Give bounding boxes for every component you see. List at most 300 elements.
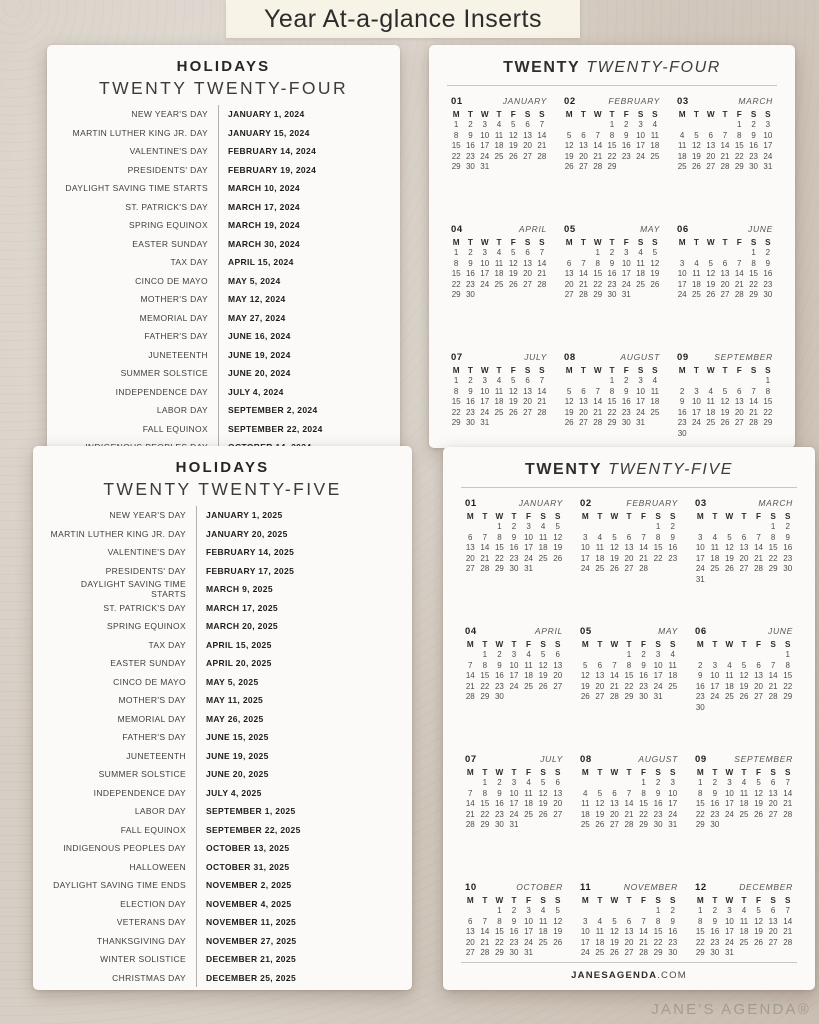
day-cell: 18 xyxy=(668,671,678,680)
holiday-row xyxy=(47,327,400,346)
holiday-name: PRESIDENTS' DAY xyxy=(127,164,208,175)
month-grid-january xyxy=(463,498,565,575)
weekday-cell: M xyxy=(565,238,573,247)
day-cell: 26 xyxy=(508,279,518,289)
day-cell: 21 xyxy=(465,809,475,819)
day-cell: 27 xyxy=(578,162,588,171)
day-cell: 18 xyxy=(580,809,590,819)
day-cell: 23 xyxy=(710,809,720,819)
day-cell: 13 xyxy=(706,141,716,150)
weekday-cell: T xyxy=(467,110,473,119)
holiday-name: ST. PATRICK'S DAY xyxy=(103,602,186,613)
day-cell: 1 xyxy=(482,650,488,659)
holiday-row xyxy=(33,784,412,803)
day-cell: 10 xyxy=(480,386,490,396)
day-cell: 15 xyxy=(624,671,634,680)
holidays-2024-list xyxy=(47,105,400,457)
day-cell: 22 xyxy=(653,553,663,563)
day-cell: 10 xyxy=(724,788,734,798)
weekday-cell: F xyxy=(736,238,742,247)
day-cell: 9 xyxy=(712,916,718,926)
day-cell: 25 xyxy=(677,162,687,171)
day-cell: 15 xyxy=(480,799,490,808)
weekday-cell: M xyxy=(696,896,704,905)
holiday-row xyxy=(33,821,412,840)
day-cell: 23 xyxy=(639,681,649,691)
day-cell: 27 xyxy=(465,948,475,957)
holiday-row xyxy=(47,383,400,402)
day-cell: 29 xyxy=(593,290,603,299)
holiday-date: MARCH 20, 2025 xyxy=(196,617,278,636)
day-cell: 9 xyxy=(765,258,771,268)
day-cell: 22 xyxy=(695,937,705,947)
weekday-cell: F xyxy=(623,238,629,247)
day-cell: 22 xyxy=(451,407,461,417)
day-cell: 23 xyxy=(494,809,504,819)
calendar-2024-title-year-italic: TWENTY-FOUR xyxy=(586,59,721,76)
day-cell: 22 xyxy=(607,151,617,161)
weekday-cell: S xyxy=(540,512,546,521)
weekday-cell: S xyxy=(669,896,676,905)
day-cell: 6 xyxy=(581,386,586,396)
day-cell: 30 xyxy=(494,820,504,829)
weekday-cell: T xyxy=(712,512,718,521)
day-cell: 9 xyxy=(511,532,517,542)
holiday-row xyxy=(33,506,412,525)
weekday-cell: S xyxy=(637,110,644,119)
holiday-row xyxy=(47,290,400,309)
day-cell: 3 xyxy=(712,660,718,670)
day-cell: 27 xyxy=(624,948,634,957)
holiday-date: FEBRUARY 14, 2025 xyxy=(196,543,294,562)
month-name: JUNE xyxy=(748,224,773,234)
day-cell: 21 xyxy=(578,279,588,289)
day-cell: 3 xyxy=(482,248,487,257)
day-cell: 20 xyxy=(564,279,574,289)
day-cell: 28 xyxy=(639,564,649,573)
day-cell: 19 xyxy=(691,151,701,161)
holiday-row xyxy=(33,543,412,562)
day-cell: 18 xyxy=(538,543,548,552)
day-cell: 24 xyxy=(524,553,534,563)
day-cell: 22 xyxy=(593,279,603,289)
day-cell: 1 xyxy=(497,906,502,915)
day-cell: 2 xyxy=(698,660,703,670)
day-cell: 10 xyxy=(653,660,663,670)
day-cell: 4 xyxy=(496,120,502,129)
day-cell: 18 xyxy=(677,151,687,161)
month-number: 06 xyxy=(677,224,689,235)
day-cell: 26 xyxy=(739,692,749,701)
day-cell: 22 xyxy=(624,681,634,691)
day-cell: 22 xyxy=(480,809,490,819)
day-cell: 19 xyxy=(609,553,619,563)
day-cell: 11 xyxy=(710,543,719,552)
month-grid-august xyxy=(562,352,662,429)
day-cell: 16 xyxy=(653,799,663,808)
holiday-name: CINCO DE MAYO xyxy=(135,275,208,286)
weekday-cell: W xyxy=(495,512,504,521)
day-cell: 2 xyxy=(765,248,771,257)
weekday-cell: S xyxy=(652,366,658,375)
day-cell: 9 xyxy=(624,386,629,396)
day-cell: 17 xyxy=(636,397,646,406)
day-cell: 23 xyxy=(783,553,793,563)
month-grid-february xyxy=(578,498,680,575)
day-cell: 20 xyxy=(739,553,749,563)
holiday-row xyxy=(47,142,400,161)
holiday-name: TAX DAY xyxy=(170,257,208,268)
day-cell: 4 xyxy=(597,916,603,926)
month-grid-august xyxy=(578,754,680,831)
holiday-row xyxy=(33,895,412,914)
day-cell: 19 xyxy=(706,279,716,289)
holiday-name: INDEPENDENCE DAY xyxy=(93,787,186,798)
day-cell: 9 xyxy=(468,258,473,268)
holiday-row xyxy=(47,105,400,124)
holiday-row xyxy=(47,253,400,272)
holiday-date: FEBRUARY 17, 2025 xyxy=(196,562,294,581)
day-cell: 14 xyxy=(537,130,547,140)
day-cell: 17 xyxy=(677,279,687,289)
day-cell: 25 xyxy=(494,151,504,161)
calendar-2025-footer-divider xyxy=(461,962,797,963)
day-cell: 18 xyxy=(524,671,534,680)
day-cell: 30 xyxy=(677,428,687,438)
day-cell: 27 xyxy=(768,809,778,819)
weekday-cell: F xyxy=(526,768,532,777)
day-cell: 29 xyxy=(607,162,617,171)
day-cell: 10 xyxy=(668,788,678,798)
weekday-cell: T xyxy=(712,768,718,777)
holiday-name: MOTHER'S DAY xyxy=(118,695,186,706)
day-cell: 11 xyxy=(692,269,701,278)
weekday-cell: T xyxy=(693,366,699,375)
day-cell: 14 xyxy=(480,543,490,552)
day-cell: 24 xyxy=(653,681,663,691)
day-cell: 15 xyxy=(653,543,663,552)
holiday-row xyxy=(47,401,400,420)
day-cell: 28 xyxy=(783,937,793,947)
holiday-row xyxy=(33,525,412,544)
holiday-date: JUNE 19, 2025 xyxy=(196,747,269,766)
day-cell: 6 xyxy=(468,916,473,926)
day-cell: 13 xyxy=(553,660,563,670)
day-cell: 4 xyxy=(712,532,718,542)
holiday-row xyxy=(33,580,412,599)
day-cell: 13 xyxy=(523,130,533,140)
day-cell: 15 xyxy=(451,269,461,278)
weekday-cell: S xyxy=(554,640,561,649)
day-cell: 25 xyxy=(710,564,720,573)
day-cell: 19 xyxy=(553,927,563,936)
day-cell: 3 xyxy=(638,376,643,385)
weekday-cell: M xyxy=(696,640,704,649)
day-cell: 23 xyxy=(653,809,663,819)
weekday-cell: M xyxy=(581,512,589,521)
day-cell: 29 xyxy=(480,820,490,829)
day-cell: 10 xyxy=(509,660,519,670)
day-cell: 24 xyxy=(509,681,519,691)
day-cell: 6 xyxy=(525,120,530,129)
day-cell: 9 xyxy=(698,671,703,680)
weekday-cell: F xyxy=(623,366,629,375)
page-title: Year At-a-glance Inserts xyxy=(264,4,542,33)
day-cell: 1 xyxy=(785,650,790,659)
day-cell: 12 xyxy=(553,916,563,926)
weekday-cell: T xyxy=(712,640,718,649)
day-cell: 27 xyxy=(754,692,764,701)
day-cell: 27 xyxy=(465,564,475,573)
day-cell: 22 xyxy=(480,681,490,691)
day-cell: 4 xyxy=(727,660,732,670)
day-cell: 5 xyxy=(566,130,572,140)
holiday-row xyxy=(33,599,412,618)
holiday-date: MARCH 17, 2024 xyxy=(218,198,300,217)
holiday-date: FEBRUARY 14, 2024 xyxy=(218,142,316,161)
day-cell: 26 xyxy=(564,418,574,427)
day-cell: 3 xyxy=(679,258,685,268)
day-cell: 21 xyxy=(537,141,547,150)
day-cell: 27 xyxy=(553,809,563,819)
calendar-2024-title xyxy=(429,59,795,77)
weekday-cell: M xyxy=(678,366,686,375)
holiday-date: NOVEMBER 2, 2025 xyxy=(196,876,291,895)
month-name: JANUARY xyxy=(518,498,563,508)
day-cell: 14 xyxy=(783,788,793,798)
day-cell: 31 xyxy=(695,574,705,584)
day-cell: 1 xyxy=(698,778,703,787)
holiday-name: NEW YEAR'S DAY xyxy=(109,510,186,521)
holiday-name: MEMORIAL DAY xyxy=(139,312,208,323)
day-cell: 13 xyxy=(523,258,533,268)
day-cell: 3 xyxy=(583,532,588,542)
day-cell: 6 xyxy=(555,778,560,787)
holiday-name: HALLOWEEN xyxy=(129,861,186,872)
day-cell: 12 xyxy=(553,532,563,542)
holidays-2025-list xyxy=(33,506,412,987)
weekday-cell: S xyxy=(539,238,545,247)
weekday-cell: T xyxy=(597,896,603,905)
day-cell: 20 xyxy=(523,397,533,406)
day-cell: 29 xyxy=(695,948,705,957)
holiday-name: VALENTINE'S DAY xyxy=(129,146,208,157)
holiday-date: MAY 11, 2025 xyxy=(196,691,263,710)
day-cell: 8 xyxy=(737,130,742,140)
weekday-cell: W xyxy=(725,896,734,905)
day-cell: 13 xyxy=(578,141,588,150)
weekday-cell: M xyxy=(581,896,589,905)
day-cell: 12 xyxy=(564,141,574,150)
weekday-cell: M xyxy=(452,238,460,247)
holiday-name: EASTER SUNDAY xyxy=(110,658,186,669)
day-cell: 16 xyxy=(621,141,631,150)
day-cell: 21 xyxy=(783,927,793,936)
day-cell: 4 xyxy=(708,386,713,396)
holiday-name: FALL EQUINOX xyxy=(142,423,208,434)
day-cell: 30 xyxy=(465,418,475,427)
day-cell: 14 xyxy=(465,799,475,808)
day-cell: 20 xyxy=(706,151,716,161)
day-cell: 15 xyxy=(768,543,778,552)
day-cell: 29 xyxy=(749,290,759,299)
day-cell: 15 xyxy=(783,671,793,680)
calendar-2025-insert xyxy=(443,447,815,990)
day-cell: 3 xyxy=(727,778,732,787)
day-cell: 5 xyxy=(722,386,728,396)
weekday-cell: M xyxy=(565,366,573,375)
day-cell: 16 xyxy=(465,397,475,406)
holiday-name: THANKSGIVING DAY xyxy=(96,935,186,946)
day-cell: 12 xyxy=(595,799,605,808)
day-cell: 16 xyxy=(668,543,678,552)
month-number: 03 xyxy=(695,498,707,509)
day-cell: 16 xyxy=(677,407,687,417)
weekday-cell: T xyxy=(722,366,728,375)
day-cell: 4 xyxy=(496,376,502,385)
day-cell: 18 xyxy=(710,553,720,563)
weekday-cell: T xyxy=(511,896,517,905)
day-cell: 23 xyxy=(494,681,504,691)
day-cell: 13 xyxy=(523,386,533,396)
day-cell: 30 xyxy=(607,290,617,299)
weekday-cell: F xyxy=(641,896,647,905)
month-number: 07 xyxy=(451,352,463,363)
weekday-cell: W xyxy=(610,768,619,777)
day-cell: 20 xyxy=(578,151,588,161)
holiday-row xyxy=(33,858,412,877)
day-cell: 8 xyxy=(655,916,661,926)
day-cell: 26 xyxy=(650,279,660,289)
day-cell: 29 xyxy=(451,162,461,171)
day-cell: 8 xyxy=(785,660,790,670)
weekday-cell: S xyxy=(784,512,791,521)
holiday-row xyxy=(47,420,400,439)
day-cell: 21 xyxy=(537,397,547,406)
day-cell: 19 xyxy=(650,269,660,278)
holiday-name: SPRING EQUINOX xyxy=(128,220,208,231)
day-cell: 28 xyxy=(465,820,475,829)
day-cell: 18 xyxy=(595,937,605,947)
day-cell: 2 xyxy=(712,906,718,915)
day-cell: 10 xyxy=(621,258,631,268)
day-cell: 20 xyxy=(720,279,730,289)
weekday-cell: T xyxy=(597,768,603,777)
weekday-cell: S xyxy=(524,238,531,247)
holiday-row xyxy=(47,272,400,291)
day-cell: 25 xyxy=(724,692,734,701)
day-cell: 1 xyxy=(765,376,771,385)
day-cell: 22 xyxy=(783,681,793,691)
day-cell: 9 xyxy=(641,660,646,670)
weekday-cell: S xyxy=(770,896,776,905)
weekday-cell: F xyxy=(510,238,516,247)
weekday-cell: T xyxy=(496,110,502,119)
weekday-cell: T xyxy=(496,366,502,375)
day-cell: 22 xyxy=(763,407,773,417)
weekday-cell: W xyxy=(593,238,602,247)
weekday-cell: S xyxy=(637,238,644,247)
day-cell: 29 xyxy=(734,162,744,171)
day-cell: 5 xyxy=(727,532,732,542)
day-cell: 4 xyxy=(638,248,643,257)
day-cell: 6 xyxy=(626,916,632,926)
day-cell: 21 xyxy=(783,799,793,808)
day-cell: 5 xyxy=(756,906,761,915)
day-cell: 11 xyxy=(494,386,504,396)
weekday-cell: W xyxy=(593,366,602,375)
holidays-2024-title: HOLIDAYS xyxy=(176,58,271,75)
weekday-cell: T xyxy=(626,512,632,521)
day-cell: 30 xyxy=(621,418,631,427)
day-cell: 16 xyxy=(710,927,720,936)
day-cell: 11 xyxy=(494,130,504,140)
day-cell: 7 xyxy=(539,376,545,385)
day-cell: 29 xyxy=(624,692,634,701)
day-cell: 1 xyxy=(497,522,502,531)
day-cell: 18 xyxy=(595,553,605,563)
day-cell: 14 xyxy=(720,141,730,150)
day-cell: 1 xyxy=(453,120,459,129)
holiday-date: MAY 5, 2024 xyxy=(218,272,281,291)
calendar-2025-months xyxy=(443,488,815,1010)
day-cell: 7 xyxy=(595,386,600,396)
holiday-name: SUMMER SOLSTICE xyxy=(120,368,208,379)
holiday-name: FATHER'S DAY xyxy=(122,732,186,743)
day-cell: 18 xyxy=(494,141,504,150)
day-cell: 17 xyxy=(480,269,490,278)
day-cell: 8 xyxy=(609,386,615,396)
day-cell: 17 xyxy=(480,397,490,406)
holiday-date: JUNE 16, 2024 xyxy=(218,327,291,346)
day-cell: 14 xyxy=(593,397,603,406)
day-cell: 21 xyxy=(465,681,475,691)
day-cell: 26 xyxy=(706,290,716,299)
day-cell: 22 xyxy=(768,553,778,563)
weekday-cell: M xyxy=(581,768,589,777)
holiday-date: SEPTEMBER 1, 2025 xyxy=(196,802,296,821)
day-cell: 27 xyxy=(624,564,634,573)
day-cell: 7 xyxy=(581,258,586,268)
day-cell: 12 xyxy=(564,397,574,406)
day-cell: 4 xyxy=(597,532,603,542)
weekday-cell: M xyxy=(581,640,589,649)
day-cell: 30 xyxy=(509,564,519,573)
calendar-2025-title xyxy=(443,461,815,479)
day-cell: 5 xyxy=(694,130,699,140)
day-cell: 19 xyxy=(564,151,574,161)
holiday-row xyxy=(33,747,412,766)
day-cell: 19 xyxy=(508,397,518,406)
day-cell: 25 xyxy=(636,279,646,289)
day-cell: 15 xyxy=(695,927,705,936)
day-cell: 19 xyxy=(754,799,764,808)
day-cell: 30 xyxy=(465,290,475,299)
holiday-date: APRIL 15, 2025 xyxy=(196,636,272,655)
day-cell: 11 xyxy=(725,671,734,680)
weekday-cell: F xyxy=(510,110,516,119)
weekday-cell: F xyxy=(526,512,532,521)
day-cell: 20 xyxy=(754,681,764,691)
day-cell: 2 xyxy=(511,522,517,531)
day-cell: 4 xyxy=(540,522,546,531)
weekday-cell: S xyxy=(652,110,658,119)
holiday-row xyxy=(33,617,412,636)
holiday-date: SEPTEMBER 22, 2025 xyxy=(196,821,301,840)
day-cell: 16 xyxy=(465,269,475,278)
day-cell: 31 xyxy=(653,692,663,701)
day-cell: 21 xyxy=(480,937,490,947)
